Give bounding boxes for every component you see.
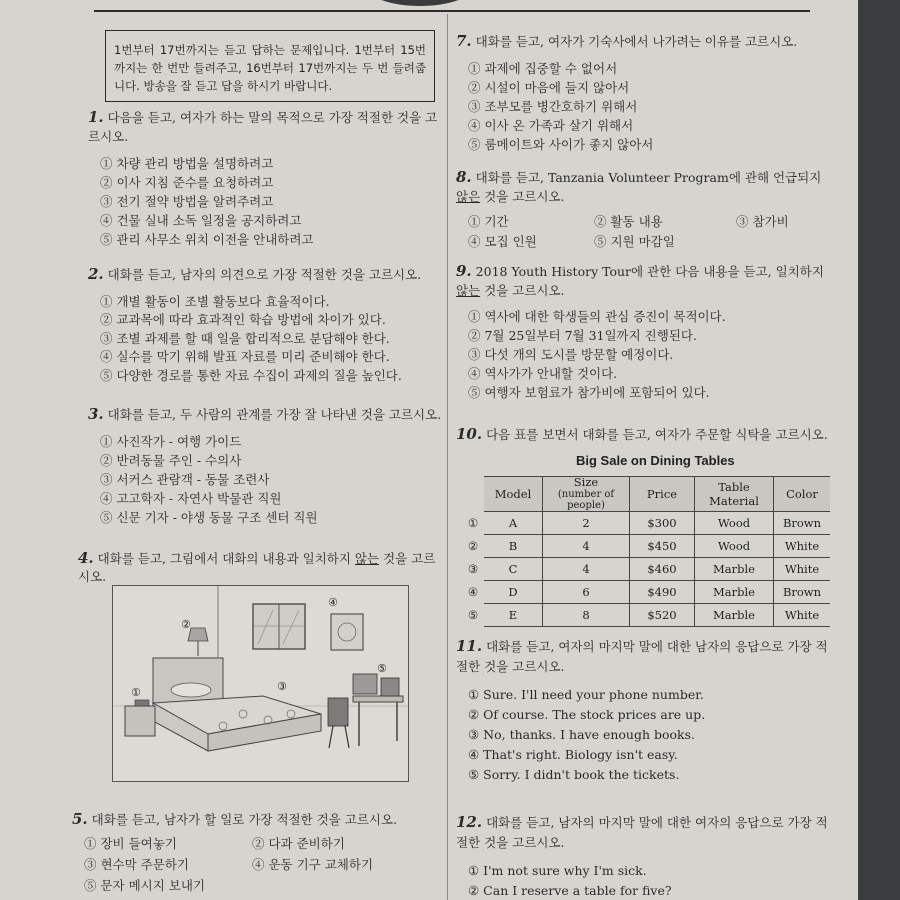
label-5: ⑤: [377, 662, 387, 675]
option[interactable]: ② 7월 25일부터 7월 31일까지 진행된다.: [468, 328, 697, 343]
table-cell: $450: [630, 535, 695, 558]
question-number: 4.: [78, 549, 94, 567]
option[interactable]: ④ 고고학자 - 자연사 박물관 직원: [100, 491, 282, 506]
column-header: Model: [484, 477, 543, 512]
table-cell: 6: [543, 581, 630, 604]
question-number: 11.: [456, 637, 483, 655]
table-cell: 2: [543, 512, 630, 535]
question-1: [88, 108, 442, 249]
question-number: 12.: [456, 813, 483, 831]
table-cell: White: [774, 535, 831, 558]
page-header-mark: [366, 0, 474, 6]
table-cell: $520: [630, 604, 695, 627]
background-edge: [858, 0, 900, 900]
table-cell: Marble: [695, 581, 774, 604]
column-header: Table Material: [695, 477, 774, 512]
question-2: [88, 265, 442, 386]
table-row[interactable]: [462, 604, 830, 627]
table-cell: Marble: [695, 558, 774, 581]
question-stem: 2018 Youth History Tour에 관한 다음 내용을 듣고, 일치하지: [475, 264, 824, 279]
table-row[interactable]: [462, 535, 830, 558]
question-stem: 대화를 듣고, Tanzania Volunteer Program에 관해 언급되지: [475, 170, 822, 185]
column-divider: [447, 14, 448, 900]
question-stem: 대화를 듣고, 여자의 마지막 말에 대한 남자의 응답으로 가장 적절한 것을 고르시오.: [456, 639, 828, 674]
option-marker[interactable]: ③: [467, 562, 479, 576]
question-stem-emphasis: 않은: [456, 189, 481, 204]
option[interactable]: ⑤ Sorry. I didn't book the tickets.: [468, 767, 680, 782]
question-3: [88, 405, 442, 527]
option[interactable]: ② 교과목에 따라 효과적인 학습 방법에 차이가 있다.: [100, 312, 386, 328]
question-stem-emphasis: 않는: [354, 551, 380, 566]
option-marker[interactable]: ①: [467, 516, 479, 530]
option[interactable]: ③ 현수막 주문하기: [84, 857, 189, 872]
option[interactable]: ④ 실수를 막기 위해 발표 자료를 미리 준비해야 한다.: [100, 349, 390, 365]
top-rule: [94, 10, 810, 12]
option[interactable]: ⑤ 룸메이트와 사이가 좋지 않아서: [468, 137, 654, 152]
table-cell: Marble: [695, 604, 774, 627]
option[interactable]: ① 과제에 집중할 수 없어서: [468, 61, 618, 76]
option[interactable]: ③ 참가비: [736, 214, 789, 229]
option[interactable]: ① 사진작가 - 여행 가이드: [100, 434, 242, 449]
question-stem: 것을 고르시오.: [480, 189, 565, 204]
question-number: 3.: [88, 405, 104, 423]
label-1: ①: [131, 686, 141, 699]
question-stem: 것을 고르시오.: [480, 283, 565, 298]
option[interactable]: ② 반려동물 주인 - 수의사: [100, 453, 242, 468]
question-8: [456, 168, 828, 254]
option[interactable]: ① 차량 관리 방법을 설명하려고: [100, 156, 274, 171]
table-header-row: [462, 477, 830, 512]
label-2: ②: [181, 618, 191, 631]
bedroom-illustration: [112, 585, 409, 782]
instructions-box: 1번부터 17번까지는 듣고 답하는 문제입니다. 1번부터 15번까지는 한 번만 들려주고, 16번부터 17번까지는 두 번 들려줍니다. 방송을 잘 듣고 답을 하시기 바랍니다.: [105, 30, 435, 102]
option[interactable]: ⑤ 신문 기자 - 야생 동물 구조 센터 직원: [100, 510, 318, 525]
table-cell: E: [484, 604, 543, 627]
table-cell: 4: [543, 535, 630, 558]
option[interactable]: ⑤ 다양한 경로를 통한 자료 수집이 과제의 질을 높인다.: [100, 367, 402, 383]
label-4: ④: [328, 596, 338, 609]
table-cell: $300: [630, 512, 695, 535]
table-row[interactable]: [462, 512, 830, 535]
question-12: [456, 812, 828, 900]
option[interactable]: ① 장비 들여놓기: [84, 836, 177, 851]
table-cell: Wood: [695, 535, 774, 558]
option-marker[interactable]: ④: [467, 585, 479, 599]
option[interactable]: ④ 운동 기구 교체하기: [252, 857, 374, 872]
column-header: Price: [630, 477, 695, 512]
option[interactable]: ② 다과 준비하기: [252, 836, 345, 851]
question-7: [456, 32, 828, 154]
table-cell: 4: [543, 558, 630, 581]
option[interactable]: ④ That's right. Biology isn't easy.: [468, 747, 678, 762]
option[interactable]: ⑤ 관리 사무소 위치 이전을 안내하려고: [100, 232, 314, 247]
question-stem: 대화를 듣고, 여자가 기숙사에서 나가려는 이유를 고르시오.: [475, 34, 798, 49]
table-cell: $460: [630, 558, 695, 581]
option[interactable]: ③ 조부모를 병간호하기 위해서: [468, 99, 638, 114]
option-marker[interactable]: ②: [467, 539, 479, 553]
table-row[interactable]: [462, 558, 830, 581]
table-row[interactable]: [462, 581, 830, 604]
column-header: Size (number of people): [543, 477, 630, 512]
table-cell: C: [484, 558, 543, 581]
question-stem: 다음 표를 보면서 대화를 듣고, 여자가 주문할 식탁을 고르시오.: [486, 427, 828, 442]
table-cell: 8: [543, 604, 630, 627]
question-stem: 대화를 듣고, 남자의 마지막 말에 대한 여자의 응답으로 가장 적절한 것을 고르시오.: [456, 815, 828, 850]
question-9: [456, 262, 828, 402]
option[interactable]: ① 개별 활동이 조별 활동보다 효율적이다.: [100, 293, 330, 309]
bedroom-drawing: [113, 586, 408, 781]
question-11: [456, 636, 828, 785]
question-number: 10.: [456, 425, 483, 443]
question-number: 2.: [88, 265, 104, 283]
option[interactable]: ③ No, thanks. I have enough books.: [468, 727, 696, 742]
option[interactable]: ⑤ 여행자 보험료가 참가비에 포함되어 있다.: [468, 385, 710, 400]
question-stem: 다음을 듣고, 여자가 하는 말의 목적으로 가장 적절한 것을 고르시오.: [88, 110, 438, 144]
option[interactable]: ② 활동 내용: [594, 214, 663, 229]
question-10: [456, 425, 828, 443]
table-cell: White: [774, 604, 831, 627]
question-stem: 대화를 듣고, 남자가 할 일로 가장 적절한 것을 고르시오.: [91, 812, 398, 827]
table-cell: A: [484, 512, 543, 535]
option[interactable]: ① 기간: [468, 214, 509, 229]
column-header: Color: [774, 477, 831, 512]
table-cell: D: [484, 581, 543, 604]
question-5: [72, 810, 442, 900]
option[interactable]: ② 시설이 마음에 들지 않아서: [468, 80, 630, 95]
option[interactable]: ③ 조별 과제를 할 때 일을 합리적으로 분담해야 한다.: [100, 330, 390, 346]
table-cell: Brown: [774, 512, 831, 535]
option[interactable]: ② Of course. The stock prices are up.: [468, 707, 706, 722]
option[interactable]: ③ 전기 절약 방법을 알려주려고: [100, 194, 274, 209]
option[interactable]: ④ 건물 실내 소독 일정을 공지하려고: [100, 213, 302, 228]
table-cell: White: [774, 558, 831, 581]
question-number: 9.: [456, 262, 472, 280]
option[interactable]: ① 역사에 대한 학생들의 관심 증진이 목적이다.: [468, 309, 726, 324]
table-cell: Brown: [774, 581, 831, 604]
question-number: 7.: [456, 32, 472, 50]
question-number: 5.: [72, 810, 88, 828]
question-number: 1.: [88, 108, 104, 126]
question-stem: 대화를 듣고, 두 사람의 관계를 가장 잘 나타낸 것을 고르시오.: [107, 407, 442, 422]
option[interactable]: ② Can I reserve a table for five?: [468, 883, 672, 898]
label-3: ③: [277, 680, 287, 693]
question-stem: 대화를 듣고, 그림에서 대화의 내용과 일치하지: [97, 551, 355, 566]
option-marker[interactable]: ⑤: [467, 608, 479, 622]
table-cell: $490: [630, 581, 695, 604]
question-stem: 것을 고르시오.: [78, 551, 436, 584]
option[interactable]: ④ 역사가가 안내할 것이다.: [468, 366, 618, 381]
option[interactable]: ⑤ 문자 메시지 보내기: [84, 878, 206, 893]
option[interactable]: ③ 서커스 관람객 - 동물 조련사: [100, 472, 270, 487]
question-stem: 대화를 듣고, 남자의 의견으로 가장 적절한 것을 고르시오.: [107, 267, 422, 282]
dining-table-sale-table: [462, 476, 830, 627]
option[interactable]: ④ 이사 온 가족과 살기 위해서: [468, 118, 634, 133]
table-title: Big Sale on Dining Tables: [576, 453, 735, 468]
table-cell: Wood: [695, 512, 774, 535]
option[interactable]: ① I'm not sure why I'm sick.: [468, 863, 647, 878]
table-cell: B: [484, 535, 543, 558]
question-4: [78, 549, 442, 585]
option[interactable]: ⑤ 지원 마감일: [594, 234, 675, 249]
question-number: 8.: [456, 168, 472, 186]
question-stem-emphasis: 않는: [456, 283, 481, 298]
option[interactable]: ① Sure. I'll need your phone number.: [468, 687, 704, 702]
option[interactable]: ④ 모집 인원: [468, 234, 537, 249]
option[interactable]: ② 이사 지침 준수를 요청하려고: [100, 175, 274, 190]
option[interactable]: ③ 다섯 개의 도시를 방문할 예정이다.: [468, 347, 674, 362]
